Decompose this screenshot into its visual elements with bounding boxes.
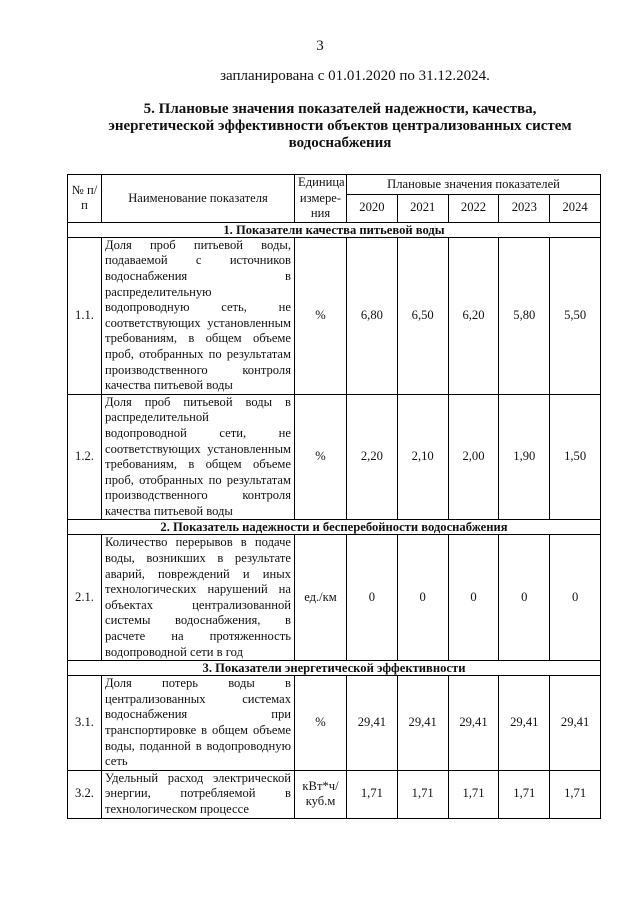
row-value: 2,10	[397, 394, 448, 520]
section-title: 1. Показатели качества питьевой воды	[68, 222, 601, 237]
row-value: 1,71	[397, 770, 448, 818]
row-value: 1,71	[499, 770, 550, 818]
row-value: 5,80	[499, 237, 550, 394]
section-title: 3. Показатели энергетической эффективности	[68, 661, 601, 676]
row-value: 6,20	[448, 237, 499, 394]
table-row	[68, 770, 601, 818]
row-unit: %	[295, 237, 347, 394]
row-value: 6,80	[347, 237, 398, 394]
row-num: 3.1.	[68, 676, 102, 771]
section-title: 2. Показатель надежности и бесперебойности водоснабжения	[68, 520, 601, 535]
row-name: Удельный расход электрической энергии, потребляемой в технологическом процессе	[102, 770, 295, 818]
row-value: 29,41	[397, 676, 448, 771]
row-unit: %	[295, 394, 347, 520]
row-unit: кВт*ч/ куб.м	[295, 770, 347, 818]
row-value: 1,71	[448, 770, 499, 818]
table-header	[68, 175, 601, 223]
row-num: 1.1.	[68, 237, 102, 394]
page-number: 3	[316, 38, 324, 54]
row-value: 2,20	[347, 394, 398, 520]
row-name: Доля проб питьевой воды, подаваемой с источников водоснабжения в распределительную водопроводную сеть, не соответствующих установленным требованиям, в общем объеме проб, отобранных по результатам производственного контроля качества питьевой воды	[102, 237, 295, 394]
row-name: Доля проб питьевой воды в распределительной водопроводной сети, не соответствующих установленным требованиям, в общем объеме проб, отобранных по результатам производственного контроля качества питьевой воды	[102, 394, 295, 520]
header-name: Наименование показателя	[102, 175, 295, 223]
section-row	[68, 520, 601, 535]
row-value: 1,71	[550, 770, 601, 818]
header-year: 2021	[397, 194, 448, 222]
row-value: 0	[448, 535, 499, 661]
row-value: 1,50	[550, 394, 601, 520]
row-num: 1.2.	[68, 394, 102, 520]
row-value: 0	[550, 535, 601, 661]
row-value: 29,41	[448, 676, 499, 771]
row-value: 0	[397, 535, 448, 661]
row-name: Количество перерывов в подаче воды, возникших в результате аварий, повреждений и иных технологических нарушений на объектах централизованной системы водоснабжения, в расчете на протяженность водопроводной сети в год	[102, 535, 295, 661]
row-value: 1,90	[499, 394, 550, 520]
row-num: 3.2.	[68, 770, 102, 818]
section-row	[68, 222, 601, 237]
section-heading: 5. Плановые значения показателей надежности, качества, энергетической эффективности объектов централизованных систем водоснабжения	[108, 101, 572, 151]
header-planned: Плановые значения показателей	[347, 175, 601, 195]
row-unit: ед./км	[295, 535, 347, 661]
row-value: 5,50	[550, 237, 601, 394]
table-row	[68, 535, 601, 661]
table-body	[68, 222, 601, 818]
indicators-table	[67, 174, 601, 819]
header-year: 2022	[448, 194, 499, 222]
row-unit: %	[295, 676, 347, 771]
header-unit: Единица измере-ния	[295, 175, 347, 223]
header-num: № п/п	[68, 175, 102, 223]
row-value: 1,71	[347, 770, 398, 818]
row-value: 6,50	[397, 237, 448, 394]
header-year: 2020	[347, 194, 398, 222]
section-row	[68, 661, 601, 676]
header-year: 2024	[550, 194, 601, 222]
row-value: 29,41	[499, 676, 550, 771]
table-row	[68, 394, 601, 520]
row-num: 2.1.	[68, 535, 102, 661]
row-value: 29,41	[347, 676, 398, 771]
row-value: 2,00	[448, 394, 499, 520]
table-row	[68, 676, 601, 771]
row-value: 0	[499, 535, 550, 661]
intro-text: запланирована с 01.01.2020 по 31.12.2024.	[220, 68, 490, 84]
row-value: 29,41	[550, 676, 601, 771]
row-name: Доля потерь воды в централизованных системах водоснабжения при транспортировке в общем объеме воды, поданной в водопроводную сеть	[102, 676, 295, 771]
header-year: 2023	[499, 194, 550, 222]
table-row	[68, 237, 601, 394]
row-value: 0	[347, 535, 398, 661]
